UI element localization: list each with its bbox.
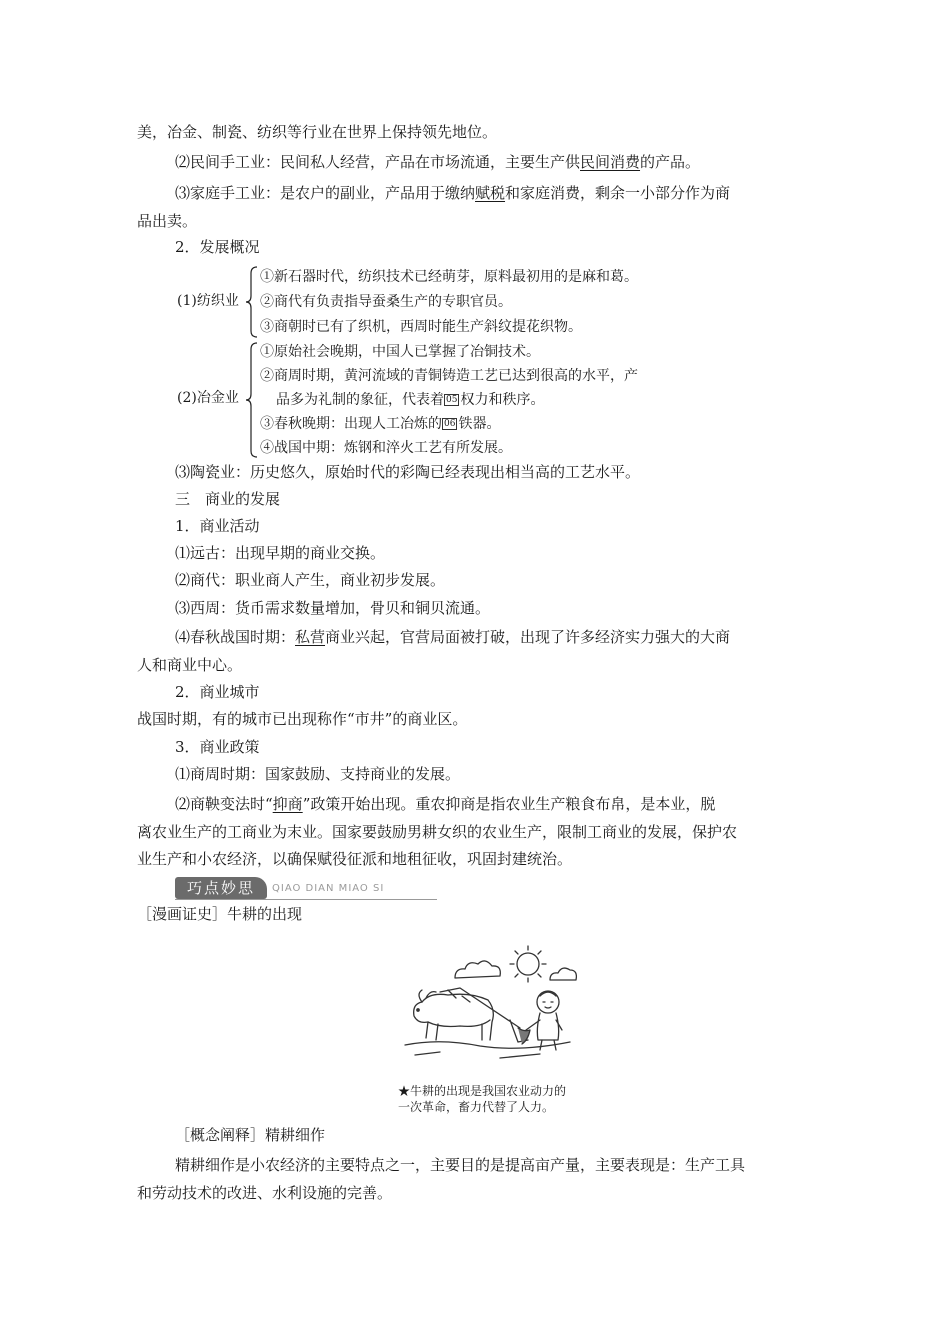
text-line: ⑶陶瓷业：历史悠久，原始时代的彩陶已经表现出相当高的工艺水平。	[175, 463, 641, 481]
brace-item: ①新石器时代，纺织技术已经萌芽，原料最初用的是麻和葛。	[260, 269, 638, 285]
number-box: 05	[446, 395, 458, 405]
brace-item: ③春秋晚期：出现人工冶炼的 06 铁器。	[260, 416, 501, 432]
brace-icon	[245, 265, 259, 339]
text-line: ⑶西周：货币需求数量增加，骨贝和铜贝流通。	[175, 599, 491, 617]
brace-item: 品多为礼制的象征，代表着 05 权力和秩序。	[276, 392, 545, 408]
brace-label-textile: (1)纺织业	[177, 293, 239, 309]
text-line: 业生产和小农经济，以确保赋役征派和地租征收，巩固封建统治。	[137, 850, 573, 868]
ox-plowing-illustration	[400, 940, 590, 1075]
subheading: 2．商业城市	[175, 683, 260, 701]
brace-icon	[245, 341, 259, 459]
text-line: 战国时期，有的城市已出现称作“市井”的商业区。	[137, 710, 468, 728]
brace-item: ②商周时期，黄河流域的青铜铸造工艺已达到很高的水平，产	[260, 368, 638, 384]
text-line: 离农业生产的工商业为末业。国家要鼓励男耕女织的农业生产，限制工商业的发展，保护农	[137, 823, 738, 841]
underlined-term: 私营	[295, 628, 326, 646]
text-line: ⑴远古：出现早期的商业交换。	[175, 544, 386, 562]
underlined-term: 赋税	[475, 184, 506, 202]
divider	[175, 899, 437, 900]
section-badge: 巧点妙思	[175, 877, 267, 899]
underlined-term: 民间消费	[580, 153, 641, 171]
text-line: 美，冶金、制瓷、纺织等行业在世界上保持领先地位。	[137, 123, 498, 141]
brace-item: ②商代有负责指导蚕桑生产的专职官员。	[260, 294, 512, 310]
text-line: ⑴商周时期：国家鼓励、支持商业的发展。	[175, 765, 461, 783]
brace-label-metal: (2)冶金业	[177, 390, 239, 406]
underlined-term: 抑商	[272, 795, 303, 813]
text-line: ⑷春秋战国时期：私营商业兴起，官营局面被打破，出现了许多经济实力强大的大商	[175, 628, 731, 646]
section-heading: 三 商业的发展	[175, 490, 281, 508]
section-badge-subtitle: QIAO DIAN MIAO SI	[272, 883, 385, 894]
text-line: ⑵商鞅变法时“抑商”政策开始出现。重农抑商是指农业生产粮食布帛，是本业，脱	[175, 795, 716, 813]
brace-item: ③商朝时已有了织机，西周时能生产斜纹提花织物。	[260, 319, 582, 335]
subheading: 2．发展概况	[175, 238, 260, 256]
subheading: 1．商业活动	[175, 517, 260, 535]
text-line: ⑵民间手工业：民间私人经营，产品在市场流通，主要生产供民间消费的产品。	[175, 153, 701, 171]
number-box: 06	[444, 419, 456, 429]
brace-item: ①原始社会晚期，中国人已掌握了冶铜技术。	[260, 344, 540, 360]
text-line: 品出卖。	[137, 212, 198, 230]
text-line: ⑶家庭手工业：是农户的副业，产品用于缴纳赋税和家庭消费，剩余一小部分作为商	[175, 184, 731, 202]
subheading: 3．商业政策	[175, 738, 260, 756]
text-line: 精耕细作是小农经济的主要特点之一，主要目的是提高亩产量，主要表现是：生产工具	[175, 1156, 746, 1174]
comic-heading: ［漫画证史］牛耕的出现	[137, 905, 303, 923]
text-line: ⑵商代：职业商人产生，商业初步发展。	[175, 571, 446, 589]
concept-heading: ［概念阐释］精耕细作	[175, 1126, 326, 1144]
brace-item: ④战国中期：炼钢和淬火工艺有所发展。	[260, 440, 512, 456]
illustration-caption: ★牛耕的出现是我国农业动力的 一次革命，畜力代替了人力。	[398, 1084, 567, 1114]
text-line: 和劳动技术的改进、水利设施的完善。	[137, 1184, 393, 1202]
text-line: 人和商业中心。	[137, 656, 243, 674]
